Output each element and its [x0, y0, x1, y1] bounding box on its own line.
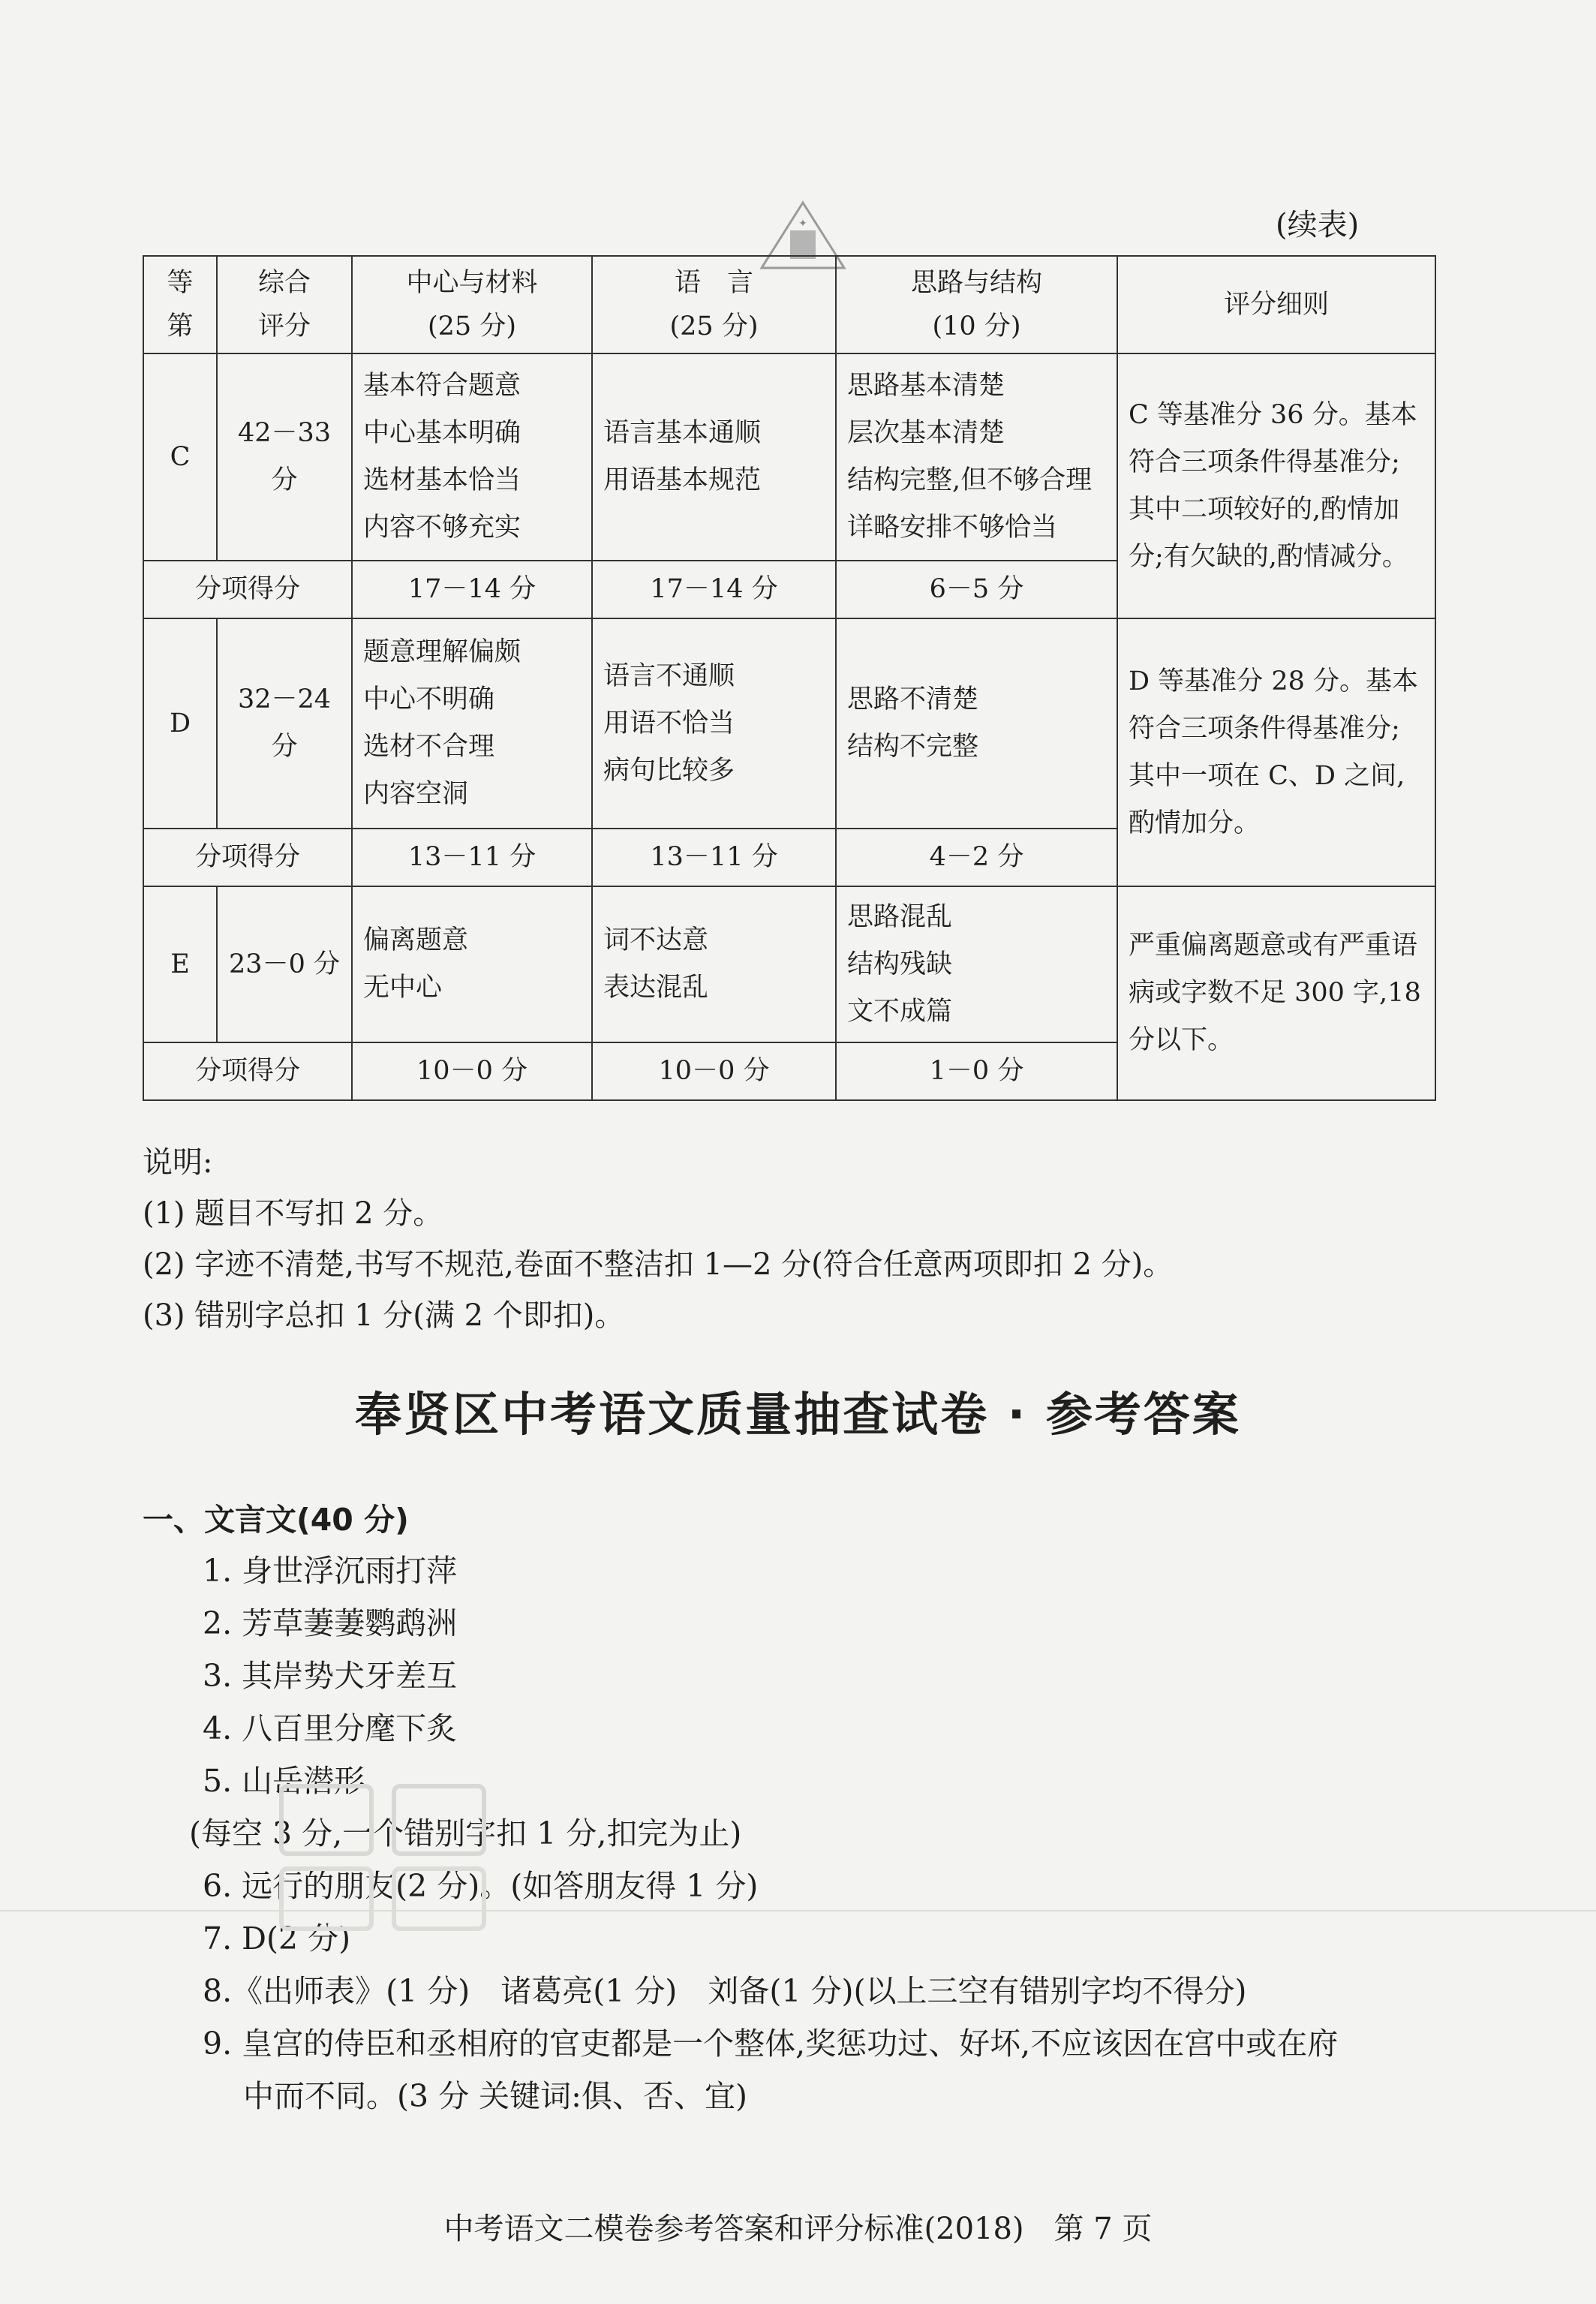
answer-item: 7. D(2 分): [203, 1921, 351, 1957]
total-cell: 23－0 分: [217, 886, 352, 1042]
grade-cell: D: [143, 618, 217, 829]
structure-cell: 思路基本清楚 层次基本清楚 结构完整,但不够合理 详略安排不够恰当: [836, 353, 1117, 561]
answer-item: 8.《出师表》(1 分) 诸葛亮(1 分) 刘备(1 分)(以上三空有错别字均不得分): [203, 1973, 1247, 2009]
total-cell: 32－24 分: [217, 618, 352, 829]
language-cell: 词不达意 表达混乱: [592, 886, 836, 1042]
center-cell: 基本符合题意 中心基本明确 选材基本恰当 内容不够充实: [352, 353, 592, 561]
structure-cell: 思路不清楚 结构不完整: [836, 618, 1117, 829]
sub-score-label: 分项得分: [143, 1042, 352, 1100]
center-cell: 题意理解偏颇 中心不明确 选材不合理 内容空洞: [352, 618, 592, 829]
structure-cell: 思路混乱 结构残缺 文不成篇: [836, 886, 1117, 1042]
answer-item: 6. 远行的朋友(2 分)。(如答朋友得 1 分): [203, 1868, 759, 1904]
grade-cell: E: [143, 886, 217, 1042]
continued-label: (续表): [1276, 208, 1360, 242]
page-fold-divider: [0, 1910, 1596, 1911]
detail-cell: C 等基准分 36 分。基本符合三项条件得基准分;其中二项较好的,酌情加分;有欠缺的,酌情减分。: [1117, 353, 1435, 618]
sub-score-structure: 1－0 分: [836, 1042, 1117, 1100]
note-item: (3) 错别字总扣 1 分(满 2 个即扣)。: [143, 1298, 625, 1333]
sub-score-language: 10－0 分: [592, 1042, 836, 1100]
sub-score-label: 分项得分: [143, 561, 352, 618]
grade-row-c: [143, 353, 1435, 561]
header-grade: 等第: [143, 256, 217, 353]
answer-item: 中而不同。(3 分 关键词:俱、否、宜): [203, 2078, 747, 2114]
answer-note: (每空 3 分,一个错别字扣 1 分,扣完为止): [189, 1815, 742, 1851]
notes: [143, 1137, 1173, 1341]
language-cell: 语言基本通顺 用语基本规范: [592, 353, 836, 561]
detail-cell: D 等基准分 28 分。基本符合三项条件得基准分;其中一项在 C、D 之间,酌情加分。: [1117, 618, 1435, 886]
note-item: (2) 字迹不清楚,书写不规范,卷面不整洁扣 1—2 分(符合任意两项即扣 2 分)。: [143, 1247, 1174, 1282]
svg-text:✦: ✦: [798, 218, 807, 230]
grade-cell: C: [143, 353, 217, 561]
page-title: 奉贤区中考语文质量抽查试卷 · 参考答案: [355, 1387, 1241, 1442]
answer-item: 4. 八百里分麾下炙: [203, 1710, 458, 1746]
detail-cell: 严重偏离题意或有严重语病或字数不足 300 字,18 分以下。: [1117, 886, 1435, 1100]
header-total: 综合 评分: [217, 256, 352, 353]
header-language: 语 言 (25 分): [592, 256, 836, 353]
page-footer: 中考语文二模卷参考答案和评分标准(2018) 第 7 页: [443, 2212, 1153, 2246]
sub-score-language: 13－11 分: [592, 829, 836, 886]
header-detail: 评分细则: [1117, 256, 1435, 353]
header-row: [143, 256, 1435, 353]
sub-score-structure: 6－5 分: [836, 561, 1117, 618]
grading-table: [143, 255, 1436, 1101]
notes-heading: 说明:: [143, 1145, 213, 1180]
sub-score-language: 17－14 分: [592, 561, 836, 618]
sub-score-center: 13－11 分: [352, 829, 592, 886]
answer-item: 2. 芳草萋萋鹦鹉洲: [203, 1605, 458, 1641]
sub-score-label: 分项得分: [143, 829, 352, 886]
center-cell: 偏离题意 无中心: [352, 886, 592, 1042]
header-center: 中心与材料 (25 分): [352, 256, 592, 353]
watermark-icon: [266, 1764, 506, 1944]
sub-score-center: 17－14 分: [352, 561, 592, 618]
note-item: (1) 题目不写扣 2 分。: [143, 1196, 443, 1231]
header-structure: 思路与结构 (10 分): [836, 256, 1117, 353]
sub-score-center: 10－0 分: [352, 1042, 592, 1100]
section-heading: 一、文言文(40 分): [143, 1502, 409, 1538]
language-cell: 语言不通顺 用语不恰当 病句比较多: [592, 618, 836, 829]
answer-item: 9. 皇宫的侍臣和丞相府的官吏都是一个整体,奖惩功过、好坏,不应该因在宫中或在府: [203, 2026, 1339, 2062]
total-cell: 42－33 分: [217, 353, 352, 561]
answer-item: 1. 身世浮沉雨打萍: [203, 1553, 458, 1589]
sub-score-structure: 4－2 分: [836, 829, 1117, 886]
grade-row-e: [143, 886, 1435, 1042]
grade-row-d: [143, 618, 1435, 829]
answer-item: 3. 其岸势犬牙差互: [203, 1658, 458, 1694]
answer-item: 5. 山岳潜形: [203, 1763, 365, 1799]
